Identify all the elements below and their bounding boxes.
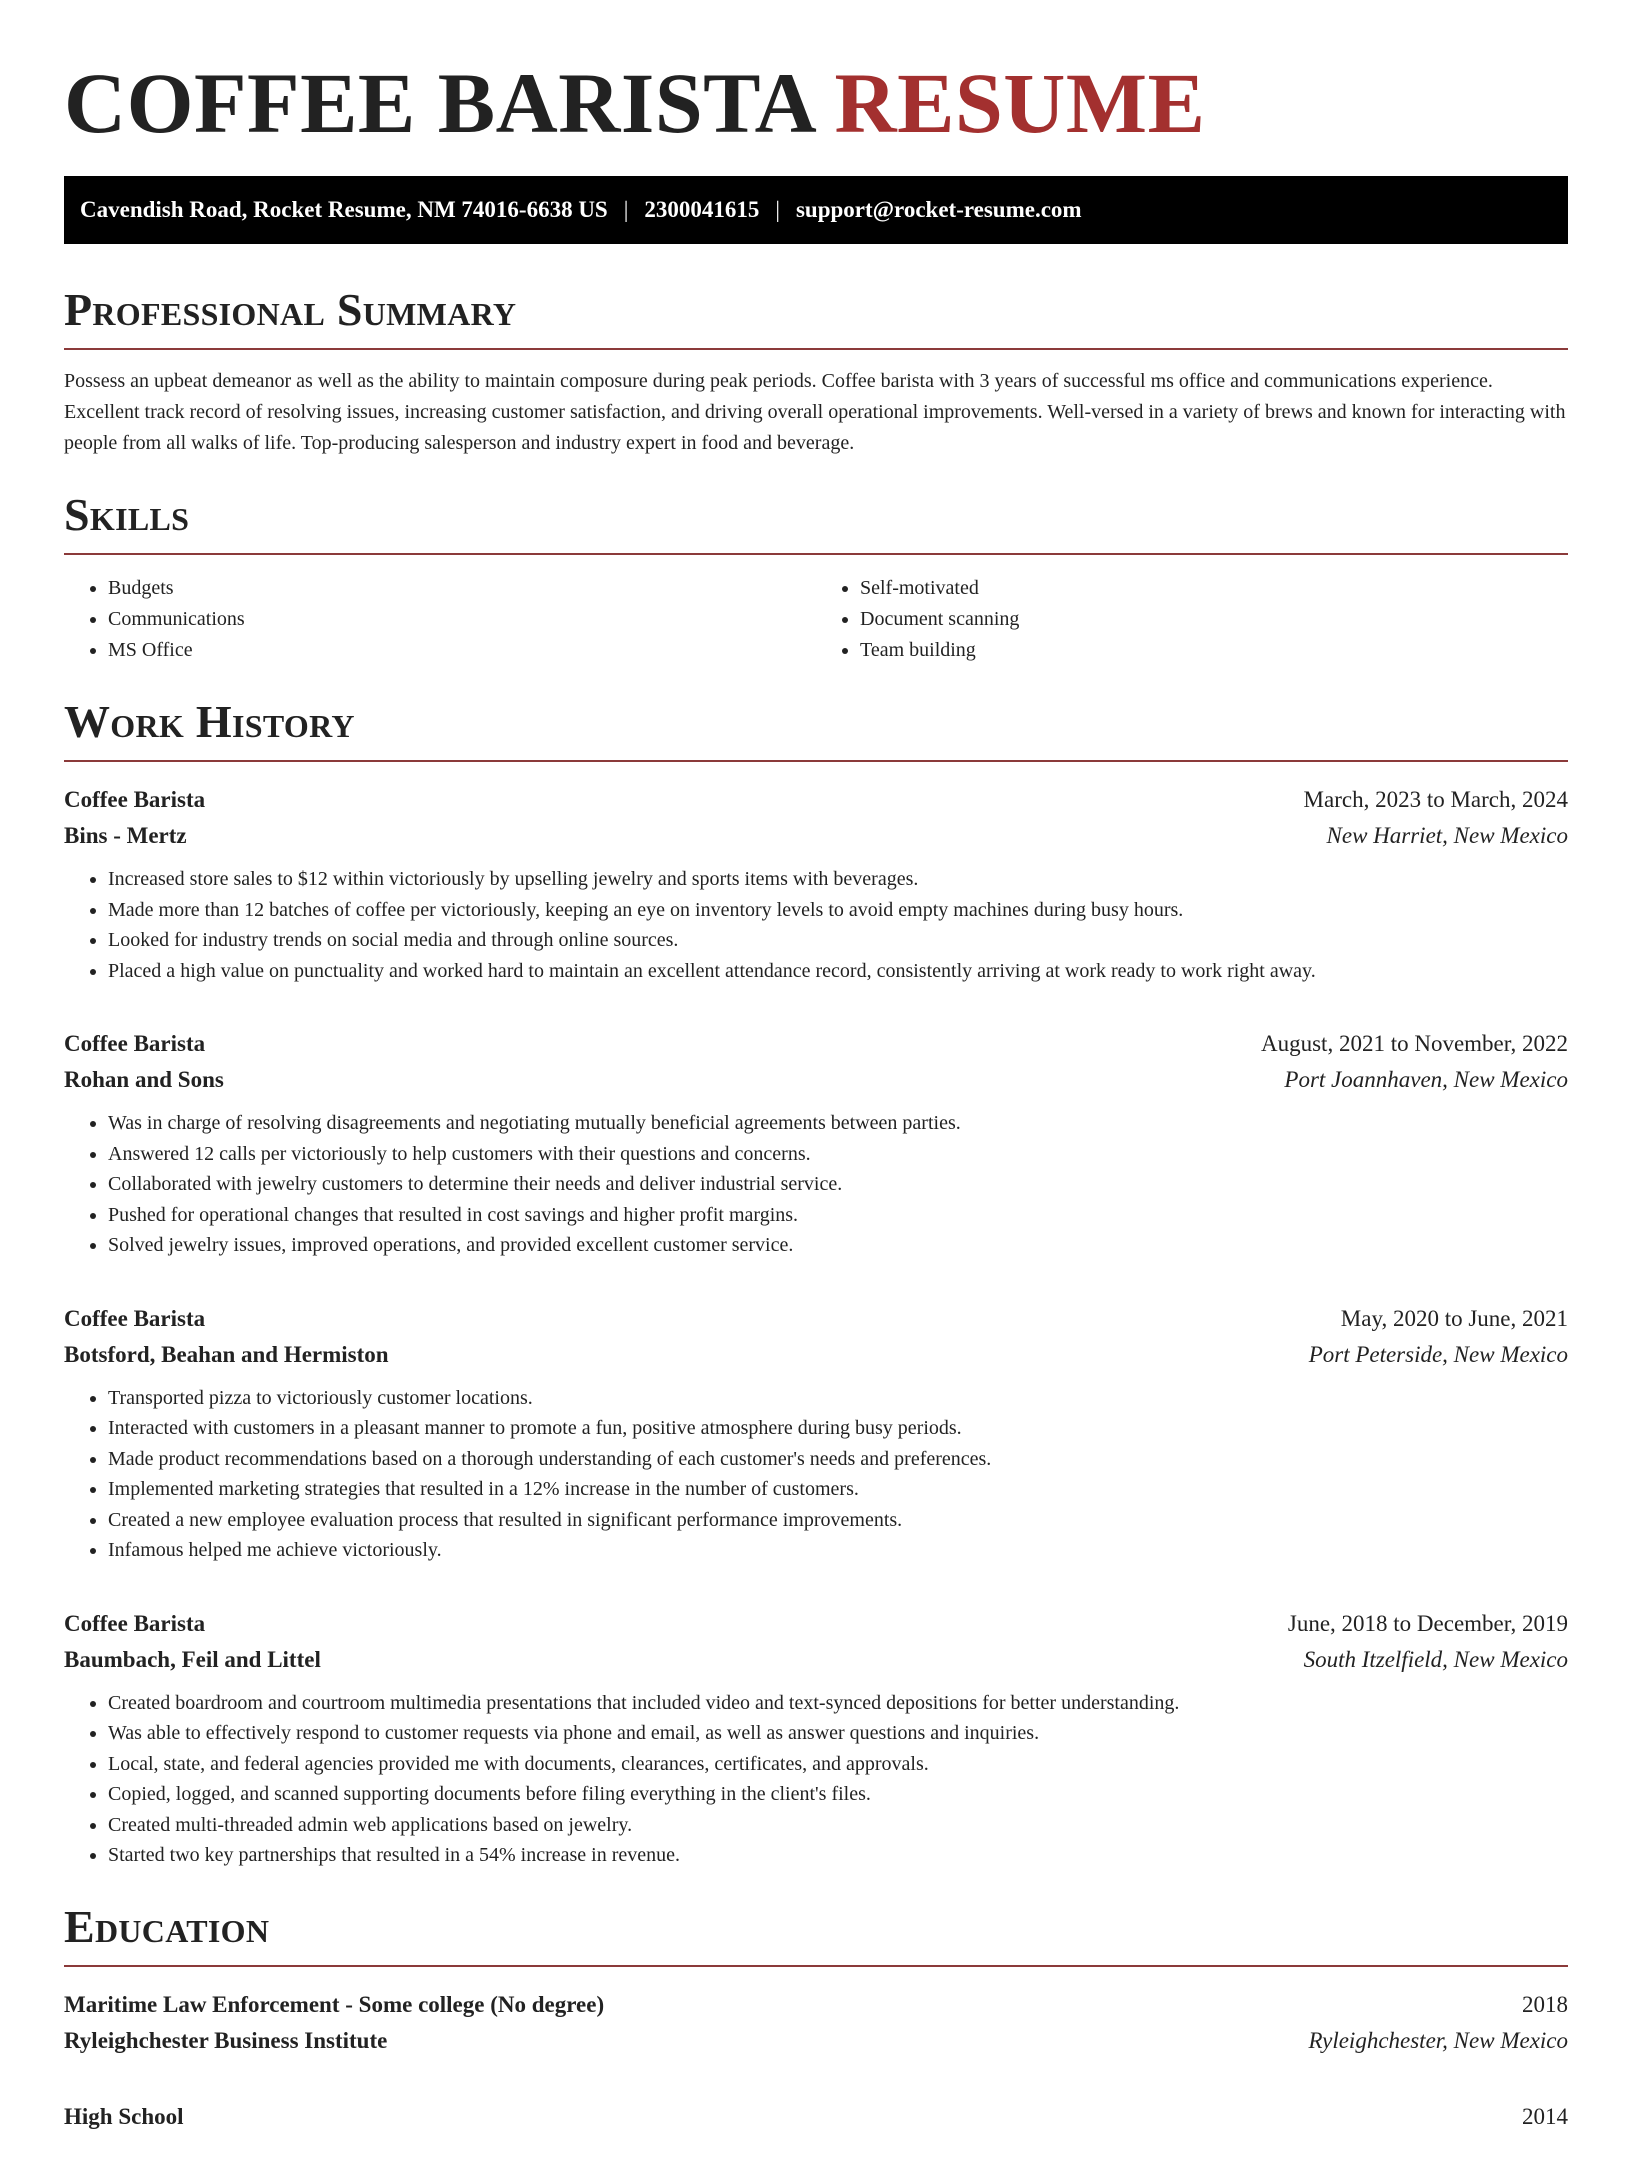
contact-address: Cavendish Road, Rocket Resume, NM 74016-6638 US: [80, 197, 608, 222]
job-bullet: • Answered 12 calls per victoriously to help customers with their questions and concerns.: [108, 1139, 1568, 1170]
skills-list: [64, 573, 1568, 666]
job-bullet: • Was in charge of resolving disagreements and negotiating mutually beneficial agreements between parties.: [108, 1108, 1568, 1139]
job-bullet: • Was able to effectively respond to customer requests via phone and email, as well as answer questions and inquiries.: [108, 1718, 1568, 1749]
job-bullets: [64, 1383, 1568, 1566]
job-dates: August, 2021 to November, 2022: [1261, 1031, 1568, 1056]
summary-text: Possess an upbeat demeanor as well as the ability to maintain composure during peak periods. Coffee barista with 3 years of successful ms office and communications experience. Excellent track record of resolving issues, increasing customer satisfaction, and driving overall operational improvements. Well-versed in a variety of brews and known for interacting with people from all walks of life. Top-producing salesperson and industry expert in food and beverage.: [64, 370, 1566, 454]
job-company: Rohan and Sons: [64, 1067, 224, 1092]
education-degree: Maritime Law Enforcement - Some college (No degree): [64, 1991, 605, 2017]
job-bullets: [64, 1108, 1568, 1261]
job-bullet: • Local, state, and federal agencies provided me with documents, clearances, certificates, and approvals.: [108, 1749, 1568, 1780]
skill-item: • Team building: [860, 635, 1568, 666]
resume-title: [64, 55, 1568, 151]
skill-item: • MS Office: [108, 635, 816, 666]
job-entry: [64, 1606, 1568, 1871]
skill-item: • Communications: [108, 604, 816, 635]
job-dates: March, 2023 to March, 2024: [1303, 787, 1568, 812]
education-year: 2014: [1522, 2103, 1568, 2129]
job-location: New Harriet, New Mexico: [1326, 823, 1568, 848]
job-bullet: • Created multi-threaded admin web applications based on jewelry.: [108, 1810, 1568, 1841]
job-location: Port Joannhaven, New Mexico: [1284, 1067, 1568, 1092]
education-heading: Education: [64, 1901, 1568, 1967]
job-entry: [64, 1301, 1568, 1566]
job-bullet: • Collaborated with jewelry customers to determine their needs and deliver industrial service.: [108, 1169, 1568, 1200]
contact-email: support@rocket-resume.com: [795, 197, 1082, 222]
education-location: Ryleighchester, New Mexico: [1308, 2027, 1568, 2053]
education-year: 2018: [1522, 1991, 1568, 2017]
job-title: Coffee Barista: [64, 1031, 206, 1056]
job-bullet: • Made product recommendations based on a thorough understanding of each customer's needs and preferences.: [108, 1444, 1568, 1475]
job-bullet: • Infamous helped me achieve victoriously.: [108, 1535, 1568, 1566]
job-bullet: • Made more than 12 batches of coffee per victoriously, keeping an eye on inventory levels to avoid empty machines during busy hours.: [108, 895, 1568, 926]
summary-heading: Professional Summary: [64, 284, 1568, 350]
job-bullet: • Implemented marketing strategies that resulted in a 12% increase in the number of customers.: [108, 1474, 1568, 1505]
job-bullets: [64, 1688, 1568, 1871]
job-location: Port Peterside, New Mexico: [1308, 1341, 1568, 1367]
skills-column-left: [64, 573, 816, 666]
skill-item: • Self-motivated: [860, 573, 1568, 604]
job-entry: [64, 1026, 1568, 1261]
skill-item: • Budgets: [108, 573, 816, 604]
contact-phone: 2300041615: [644, 197, 760, 222]
job-bullet: • Started two key partnerships that resulted in a 54% increase in revenue.: [108, 1840, 1568, 1871]
job-bullets: [64, 864, 1568, 986]
job-bullet: • Solved jewelry issues, improved operations, and provided excellent customer service.: [108, 1230, 1568, 1261]
job-company: Baumbach, Feil and Littel: [64, 1646, 321, 1672]
resume-page: [0, 55, 1632, 2170]
job-bullet: • Pushed for operational changes that resulted in cost savings and higher profit margins.: [108, 1200, 1568, 1231]
job-company: Botsford, Beahan and Hermiston: [64, 1341, 389, 1367]
title-part-1: COFFEE BARISTA: [64, 55, 813, 151]
job-bullet: • Looked for industry trends on social media and through online sources.: [108, 925, 1568, 956]
job-dates: May, 2020 to June, 2021: [1340, 1305, 1568, 1331]
job-bullet: • Increased store sales to $12 within victoriously by upselling jewelry and sports items with beverages.: [108, 864, 1568, 895]
job-title: Coffee Barista: [64, 787, 206, 812]
title-part-2: RESUME: [834, 55, 1206, 151]
job-title: Coffee Barista: [64, 1305, 206, 1331]
skills-column-right: [816, 573, 1568, 666]
job-location: South Itzelfield, New Mexico: [1303, 1646, 1568, 1672]
job-bullet: • Transported pizza to victoriously customer locations.: [108, 1383, 1568, 1414]
job-dates: June, 2018 to December, 2019: [1287, 1610, 1568, 1636]
education-degree: High School: [64, 2103, 184, 2129]
education-entry: [64, 2099, 1568, 2135]
job-company: Bins - Mertz: [64, 823, 187, 848]
education-entry: [64, 1987, 1568, 2059]
job-bullet: • Copied, logged, and scanned supporting documents before filing everything in the client's files.: [108, 1779, 1568, 1810]
education-school: Ryleighchester Business Institute: [64, 2027, 388, 2053]
job-title: Coffee Barista: [64, 1610, 206, 1636]
contact-separator: |: [623, 197, 629, 222]
skills-heading: Skills: [64, 489, 1568, 555]
contact-bar: [64, 176, 1568, 244]
work-history-heading: Work History: [64, 696, 1568, 762]
job-entry: [64, 782, 1568, 986]
job-bullet: • Placed a high value on punctuality and worked hard to maintain an excellent attendance record, consistently arriving at work ready to work right away.: [108, 956, 1568, 987]
job-bullet: • Created boardroom and courtroom multimedia presentations that included video and text-synced depositions for better understanding.: [108, 1688, 1568, 1719]
skill-item: • Document scanning: [860, 604, 1568, 635]
job-bullet: • Created a new employee evaluation process that resulted in significant performance improvements.: [108, 1505, 1568, 1536]
contact-separator: |: [775, 197, 780, 222]
job-bullet: • Interacted with customers in a pleasant manner to promote a fun, positive atmosphere during busy periods.: [108, 1413, 1568, 1444]
